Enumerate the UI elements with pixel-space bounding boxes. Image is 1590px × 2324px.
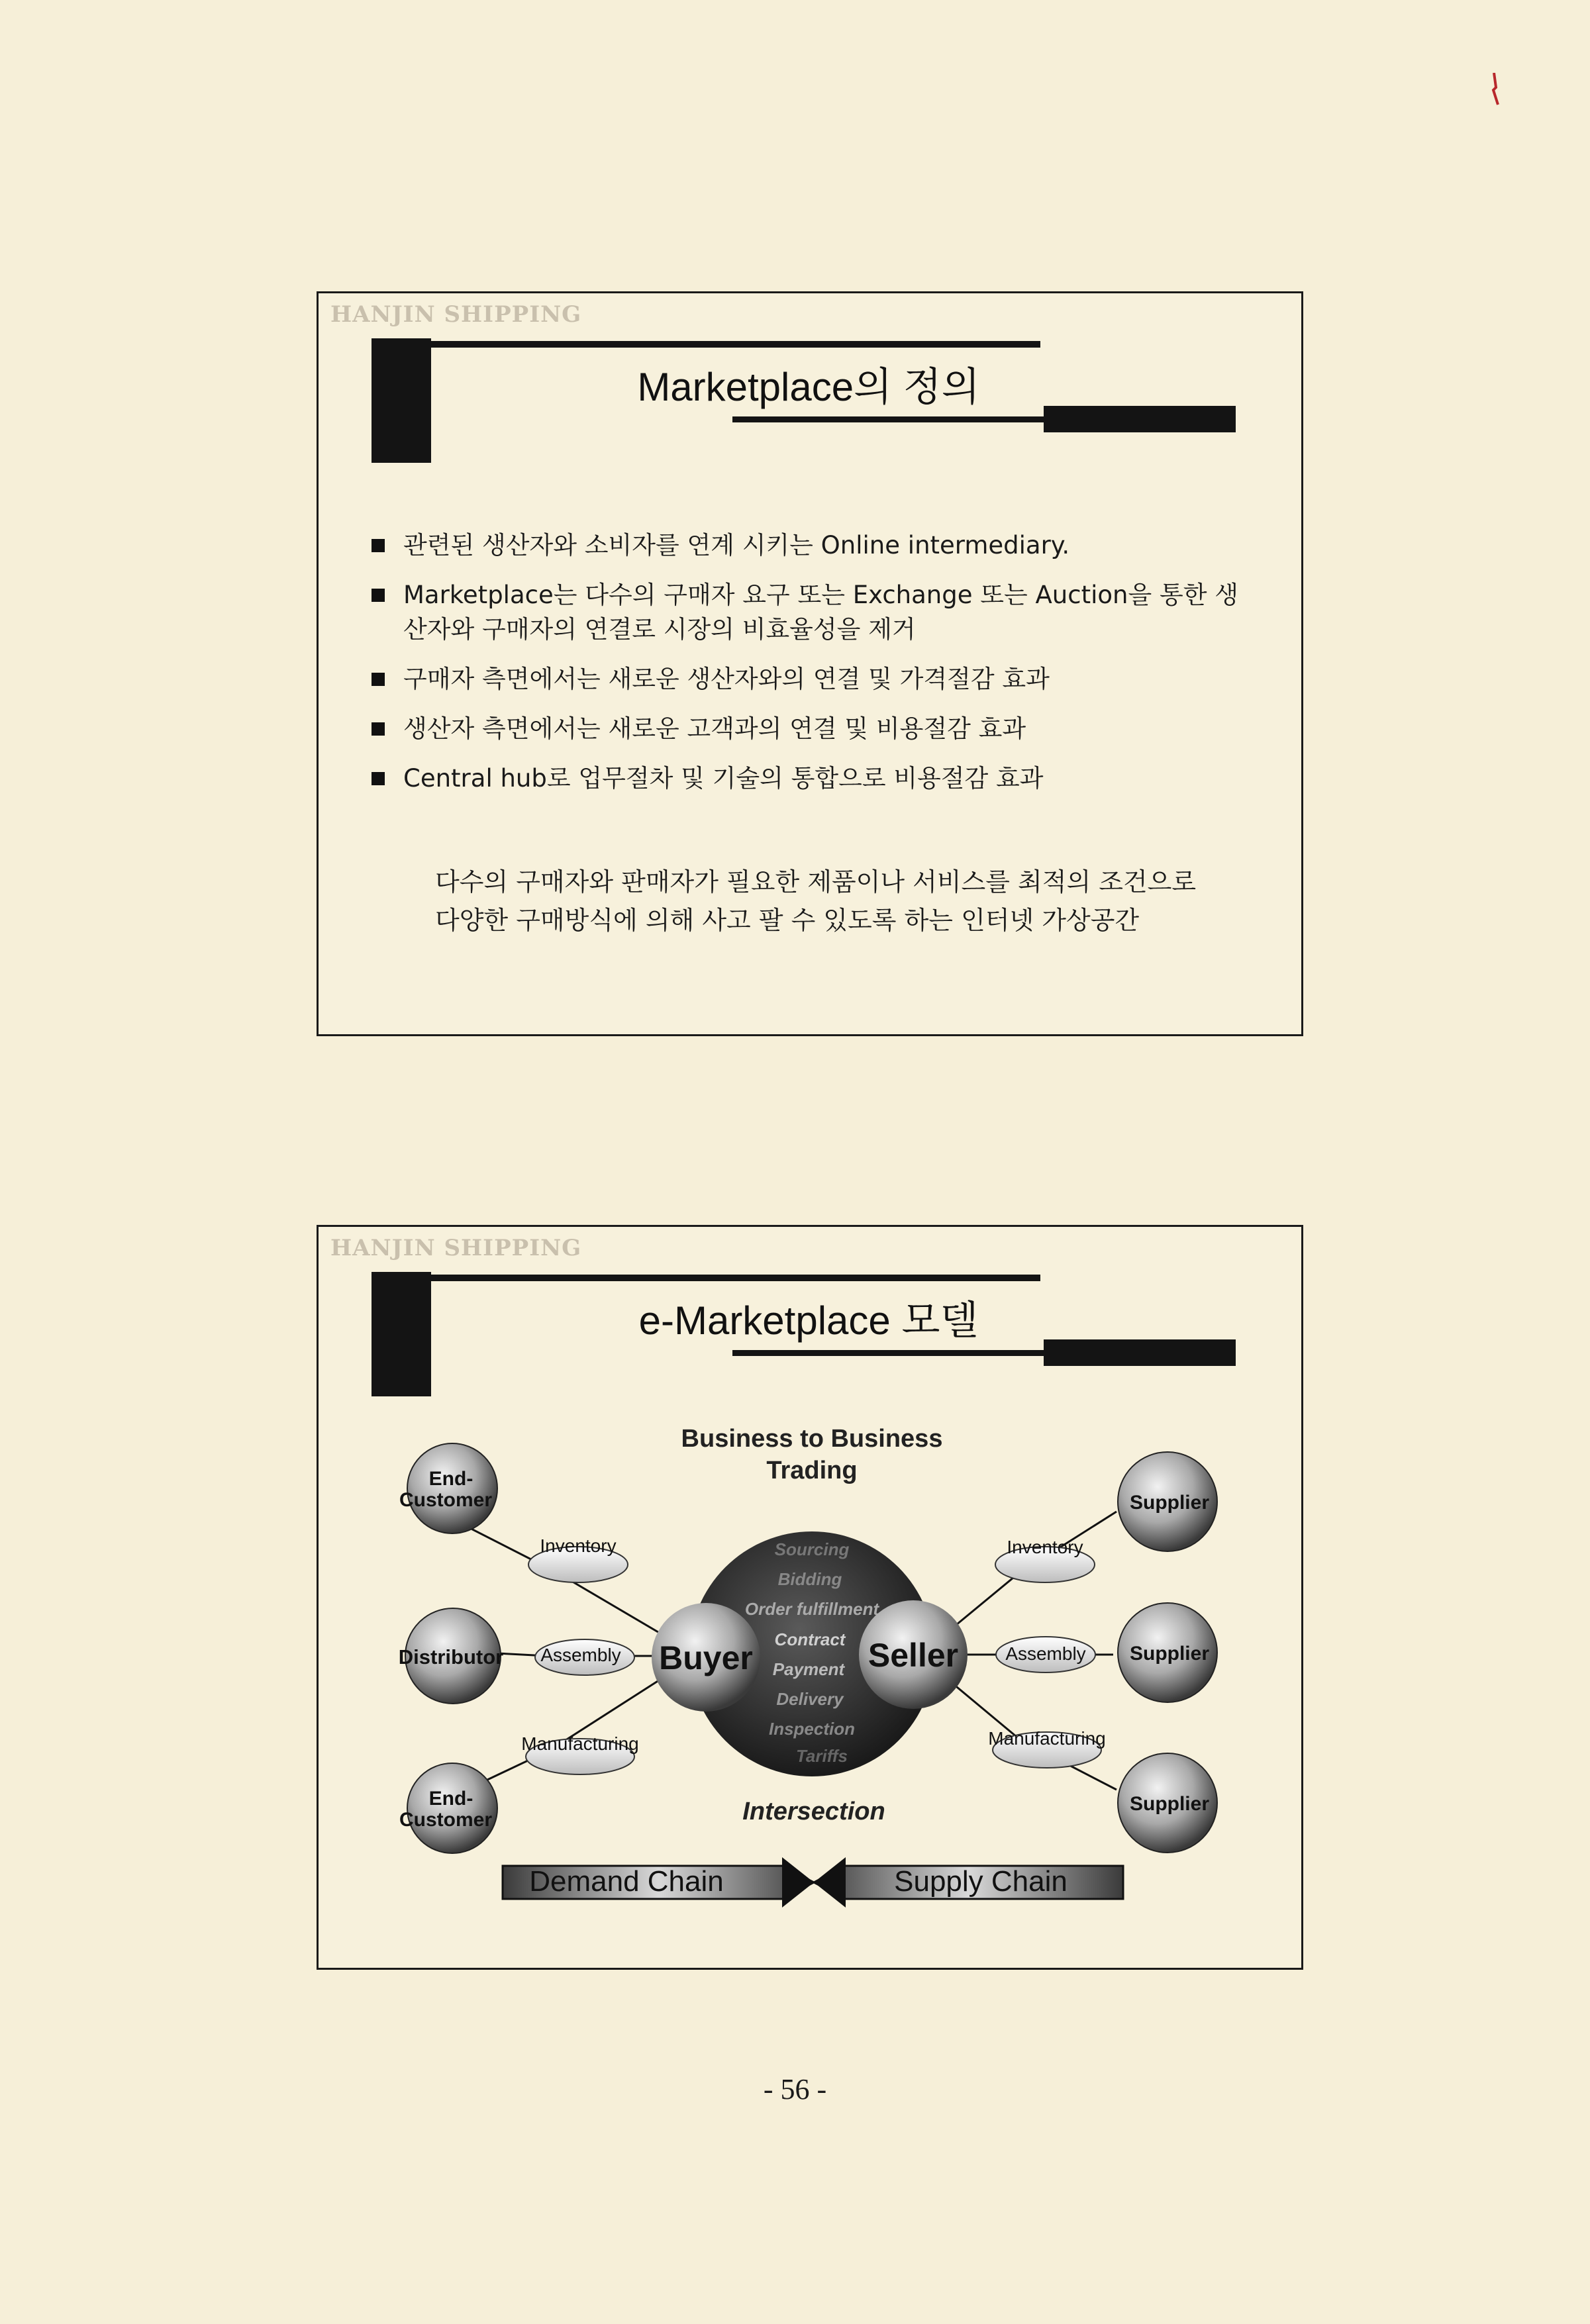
process-item: Sourcing: [774, 1539, 850, 1559]
slide-title: e-Marketplace 모델: [638, 1298, 979, 1343]
buyer-label: Buyer: [659, 1639, 753, 1676]
bullet-item: Central hub로 업무절차 및 기술의 통합으로 비용절감 효과: [372, 761, 1252, 796]
label-inventory: Inventory: [540, 1535, 617, 1556]
definition-text: 다수의 구매자와 판매자가 필요한 제품이나 서비스를 최적의 조건으로 다양한 구매방식에 의해 사고 팔 수 있도록 하는 인터넷 가상공간: [435, 867, 1197, 935]
intersection-label: Intersection: [742, 1798, 885, 1825]
bullet-list: [372, 528, 1252, 811]
end-customer-top-node: [399, 1443, 497, 1533]
label-manufacturing: Manufacturing: [521, 1733, 639, 1754]
emarketplace-diagram: [319, 1227, 1301, 1968]
page-number: - 56 -: [763, 2073, 827, 2106]
process-item: Bidding: [777, 1569, 842, 1589]
diagram-heading-line2: Trading: [766, 1457, 858, 1484]
label-inventory: Inventory: [1007, 1537, 1083, 1557]
node-label: Customer: [399, 1809, 493, 1831]
bullet-item: 구매자 측면에서는 새로운 생산자와의 연결 및 가격절감 효과: [372, 662, 1252, 697]
process-item: Order fulfillment: [744, 1599, 879, 1619]
bowtie-center: [782, 1857, 814, 1908]
label-assembly: Assembly: [540, 1645, 621, 1665]
node-label: Distributor: [398, 1645, 504, 1669]
node-label: Supplier: [1129, 1492, 1210, 1514]
bullet-item: 관련된 생산자와 소비자를 연계 시키는 Online intermediary.: [372, 528, 1252, 563]
slide-title-block: [372, 338, 1246, 464]
chain-arrows: [503, 1857, 1123, 1908]
label-manufacturing: Manufacturing: [988, 1728, 1106, 1749]
process-item: Inspection: [768, 1719, 856, 1739]
demand-chain-label: Demand Chain: [529, 1865, 724, 1898]
process-item: Payment: [772, 1659, 845, 1679]
supplier-node-3: [1118, 1753, 1217, 1853]
slide-emarketplace-model: [317, 1225, 1303, 1970]
distributor-node: [399, 1608, 503, 1704]
slide-title: Marketplace의 정의: [637, 365, 980, 409]
seller-label: Seller: [868, 1637, 959, 1674]
watermark-logo: HANJIN SHIPPING: [330, 301, 582, 328]
ink-mark: [1490, 73, 1499, 106]
node-label: Supplier: [1129, 1643, 1210, 1665]
node-label: Customer: [399, 1489, 493, 1511]
diagram-heading-line1: Business to Business: [681, 1425, 943, 1453]
node-label: End-: [428, 1788, 473, 1810]
bullet-item: Marketplace는 다수의 구매자 요구 또는 Exchange 또는 Auction을 통한 생산자와 구매자의 연결로 시장의 비효율성을 제거: [372, 578, 1252, 647]
end-customer-bottom-node: [399, 1763, 497, 1853]
node-label: End-: [428, 1468, 473, 1490]
process-item: Contract: [774, 1629, 846, 1649]
bullet-item: 생산자 측면에서는 새로운 고객과의 연결 및 비용절감 효과: [372, 712, 1252, 746]
left-labels: [521, 1535, 638, 1774]
title-decor-line-top: [431, 341, 1040, 348]
process-item: Delivery: [776, 1689, 844, 1709]
supplier-node-2: [1118, 1603, 1217, 1702]
slide-marketplace-definition: [317, 291, 1303, 1036]
right-labels: [988, 1537, 1105, 1768]
bowtie-center: [814, 1857, 846, 1908]
supplier-node-1: [1118, 1452, 1217, 1551]
supply-chain-label: Supply Chain: [894, 1865, 1068, 1898]
watermark-logo: HANJIN SHIPPING: [330, 1235, 582, 1261]
label-assembly: Assembly: [1005, 1643, 1086, 1664]
process-item: Tariffs: [795, 1746, 848, 1766]
node-label: Supplier: [1129, 1793, 1210, 1815]
